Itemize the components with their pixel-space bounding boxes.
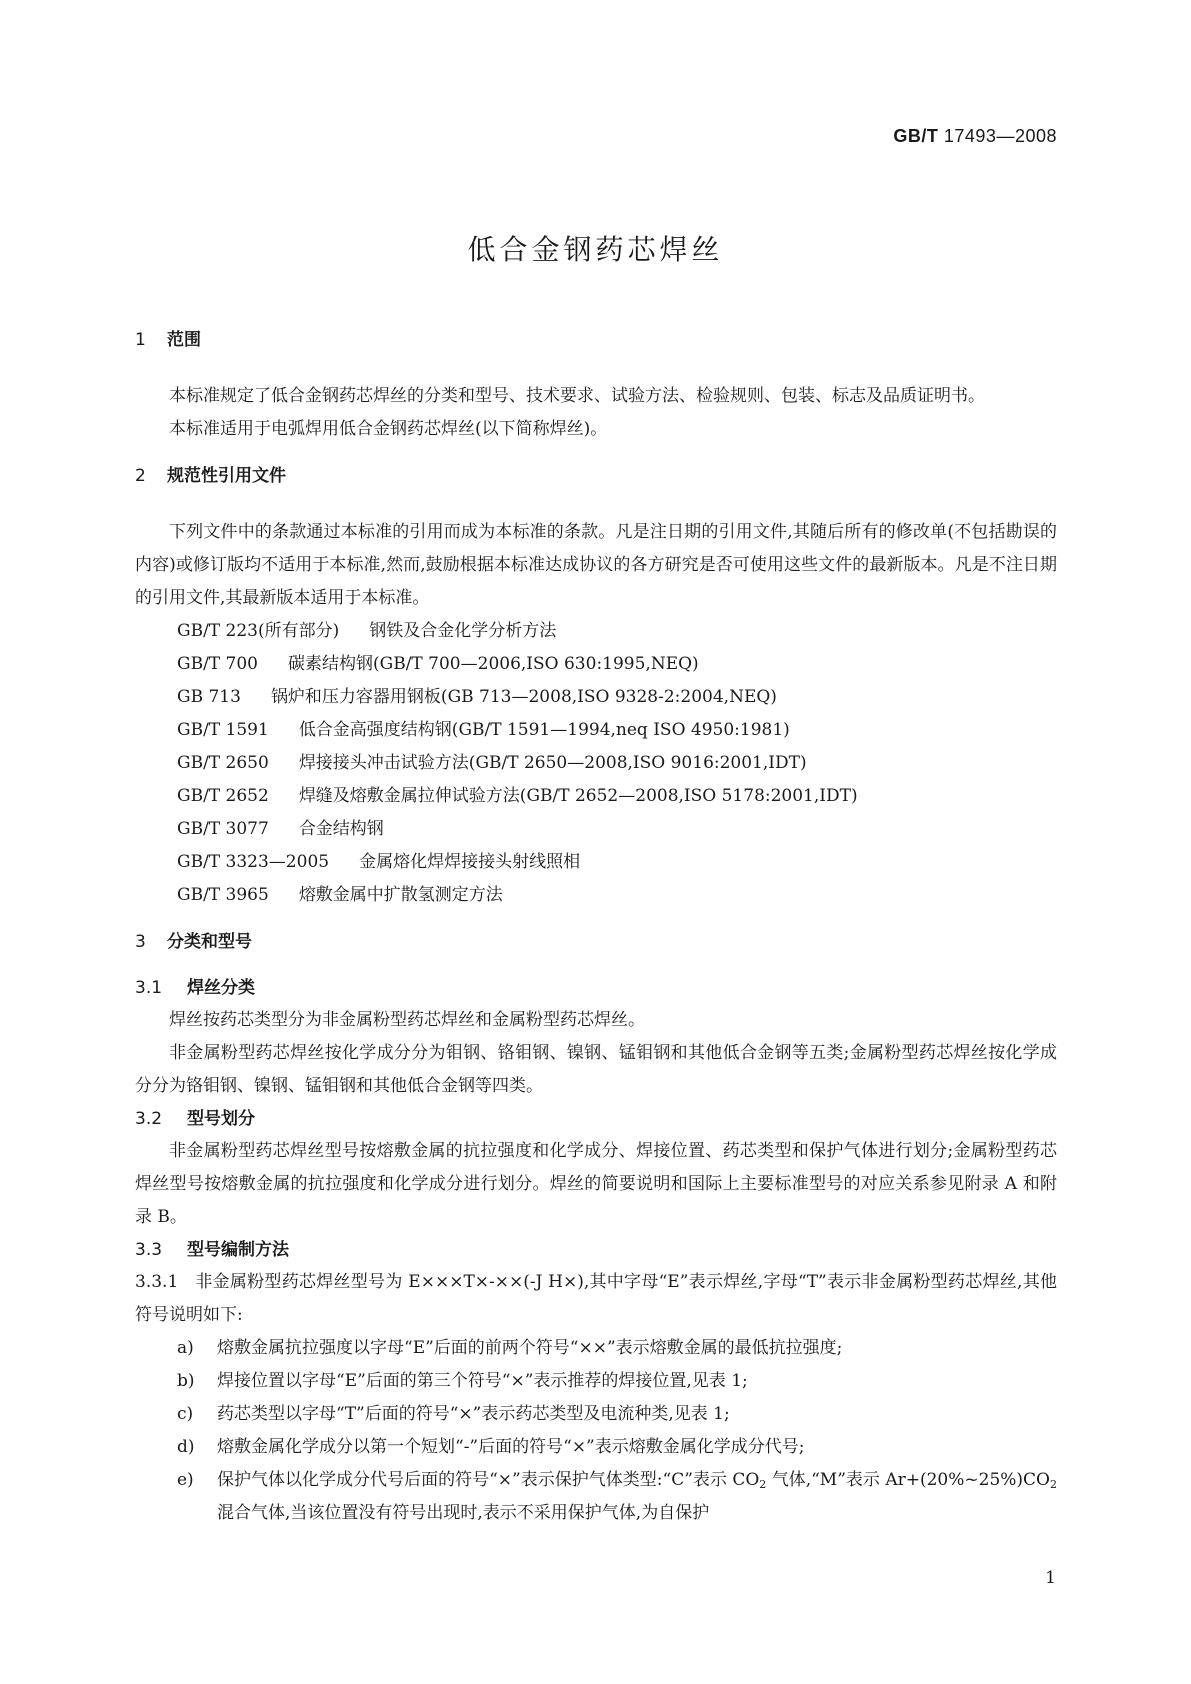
reference-item [135, 813, 1057, 846]
list-item [135, 1464, 1057, 1530]
standard-prefix: GB/T [893, 126, 939, 146]
list-item [135, 1431, 1057, 1464]
subsection-title: 焊丝分类 [187, 978, 255, 998]
list-item [135, 1398, 1057, 1431]
section-title: 范围 [167, 330, 201, 350]
reference-title: 金属熔化焊焊接接头射线照相 [359, 852, 581, 872]
subsection-3-1-heading [135, 972, 1057, 1004]
reference-title: 焊接接头冲击试验方法(GB/T 2650—2008,ISO 9016:2001,IDT) [298, 753, 807, 773]
reference-code: GB/T 3965 [177, 885, 269, 905]
subsection-number: 3.1 [135, 978, 163, 998]
reference-item [135, 846, 1057, 879]
standard-code: 17493—2008 [943, 126, 1057, 146]
clause-number: 3.3.1 [135, 1272, 179, 1292]
reference-title: 熔敷金属中扩散氢测定方法 [298, 885, 503, 905]
subscript: 2 [759, 1478, 767, 1491]
list-item-label: a) [177, 1338, 194, 1358]
reference-code: GB/T 1591 [177, 720, 269, 740]
reference-code: GB/T 2652 [177, 786, 269, 806]
list-item-text: 熔敷金属化学成分以第一个短划“-”后面的符号“×”表示熔敷金属化学成分代号; [217, 1437, 805, 1457]
subsection-title: 型号划分 [187, 1109, 255, 1129]
subsection-number: 3.2 [135, 1109, 163, 1129]
clause-text: 非金属粉型药芯焊丝型号为 E×××T×-××(-J H×),其中字母“E”表示焊丝,字母“T”表示非金属粉型药芯焊丝,其他符号说明如下: [135, 1272, 1057, 1325]
list-item-text: 熔敷金属抗拉强度以字母“E”后面的前两个符号“××”表示熔敷金属的最低抗拉强度; [217, 1338, 843, 1358]
reference-code: GB/T 223(所有部分) [177, 621, 340, 641]
reference-code: GB 713 [177, 687, 241, 707]
subsection-number: 3.3 [135, 1240, 163, 1260]
list-item-label: c) [177, 1404, 194, 1424]
reference-item [135, 714, 1057, 747]
reference-item [135, 879, 1057, 912]
list-item-text: 气体,“M”表示 Ar+(20%~25%)CO [766, 1470, 1050, 1490]
section-title: 规范性引用文件 [167, 466, 286, 486]
list-item-label: d) [177, 1437, 195, 1457]
paragraph: 下列文件中的条款通过本标准的引用而成为本标准的条款。凡是注日期的引用文件,其随后所有的修改单(不包括勘误的内容)或修订版均不适用于本标准,然而,鼓励根据本标准达成协议的各方研究是否可使用这些文件的最新版本。凡是不注日期的引用文件,其最新版本适用于本标准。 [135, 522, 1057, 608]
subsection-3-2-heading [135, 1103, 1057, 1135]
reference-item [135, 747, 1057, 780]
paragraph: 本标准规定了低合金钢药芯焊丝的分类和型号、技术要求、试验方法、检验规则、包装、标志及品质证明书。 [169, 386, 985, 406]
paragraph: 本标准适用于电弧焊用低合金钢药芯焊丝(以下简称焊丝)。 [169, 419, 608, 439]
clause-3-3-1 [135, 1266, 1057, 1332]
list-item-text: 药芯类型以字母“T”后面的符号“×”表示药芯类型及电流种类,见表 1; [217, 1404, 730, 1424]
section-title: 分类和型号 [167, 932, 252, 952]
list-item-text: 混合气体,当该位置没有符号出现时,表示不采用保护气体,为自保护 [217, 1503, 710, 1523]
page-number: 1 [1045, 1568, 1056, 1588]
reference-code: GB/T 3077 [177, 819, 269, 839]
section-number: 2 [135, 466, 146, 486]
list-item-label: b) [177, 1371, 195, 1391]
list-item [135, 1365, 1057, 1398]
reference-item [135, 615, 1057, 648]
standard-number [893, 126, 1057, 147]
reference-code: GB/T 3323—2005 [177, 852, 330, 872]
section-3-heading [135, 924, 1057, 960]
reference-title: 低合金高强度结构钢(GB/T 1591—1994,neq ISO 4950:1981) [298, 720, 790, 740]
subsection-title: 型号编制方法 [187, 1240, 289, 1260]
reference-item [135, 681, 1057, 714]
subsection-3-3-heading [135, 1234, 1057, 1266]
reference-item [135, 648, 1057, 681]
reference-title: 锅炉和压力容器用钢板(GB 713—2008,ISO 9328-2:2004,NEQ) [270, 687, 777, 707]
paragraph: 非金属粉型药芯焊丝型号按熔敷金属的抗拉强度和化学成分、焊接位置、药芯类型和保护气体进行划分;金属粉型药芯焊丝型号按熔敷金属的抗拉强度和化学成分进行划分。焊丝的简要说明和国际上主要标准型号的对应关系参见附录 A 和附录 B。 [135, 1141, 1057, 1227]
reference-title: 焊缝及熔敷金属拉伸试验方法(GB/T 2652—2008,ISO 5178:2001,IDT) [298, 786, 858, 806]
reference-title: 碳素结构钢(GB/T 700—2006,ISO 630:1995,NEQ) [288, 654, 699, 674]
section-1-heading [135, 322, 1057, 358]
list-item-label: e) [177, 1470, 194, 1490]
reference-code: GB/T 2650 [177, 753, 269, 773]
paragraph: 焊丝按药芯类型分为非金属粉型药芯焊丝和金属粉型药芯焊丝。 [169, 1010, 645, 1030]
reference-item [135, 780, 1057, 813]
section-2-heading [135, 458, 1057, 494]
list-item-text: 焊接位置以字母“E”后面的第三个符号“×”表示推荐的焊接位置,见表 1; [217, 1371, 748, 1391]
document-title: 低合金钢药芯焊丝 [467, 233, 724, 266]
paragraph: 非金属粉型药芯焊丝按化学成分分为钼钢、铬钼钢、镍钢、锰钼钢和其他低合金钢等五类;金属粉型药芯焊丝按化学成分分为铬钼钢、镍钢、锰钼钢和其他低合金钢等四类。 [135, 1043, 1057, 1096]
subscript: 2 [1050, 1478, 1057, 1491]
list-item [135, 1332, 1057, 1365]
reference-code: GB/T 700 [177, 654, 258, 674]
reference-title: 合金结构钢 [298, 819, 384, 839]
section-number: 3 [135, 932, 146, 952]
reference-title: 钢铁及合金化学分析方法 [369, 621, 557, 641]
list-item-text: 保护气体以化学成分代号后面的符号“×”表示保护气体类型:“C”表示 CO [217, 1470, 760, 1490]
document-body [135, 322, 1057, 1530]
section-number: 1 [135, 330, 146, 350]
